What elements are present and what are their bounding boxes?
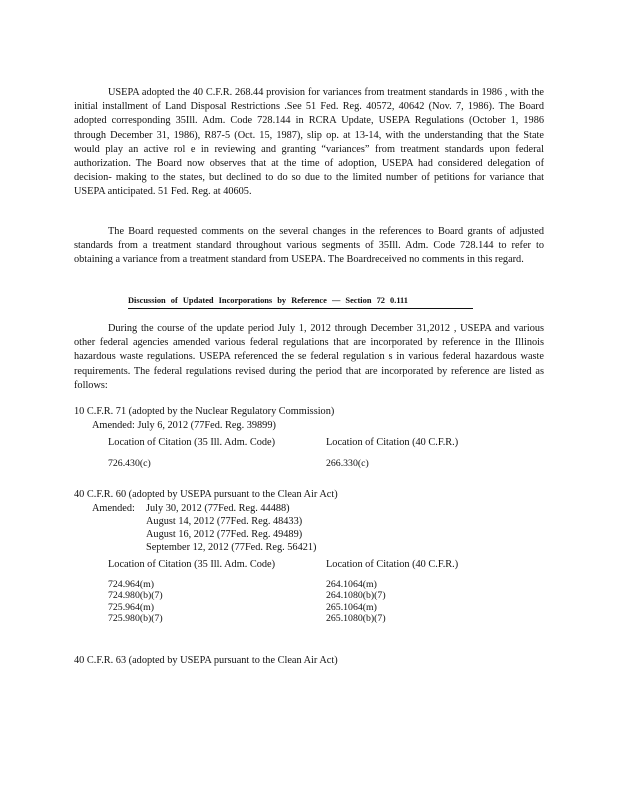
entry-10cfr71-right-header: Location of Citation (40 C.F.R.) — [326, 437, 459, 448]
entry-40cfr60-amendment: July 30, 2012 (77Fed. Reg. 44488) — [146, 503, 290, 514]
entry-40cfr63-title: 40 C.F.R. 63 (adopted by USEPA pursuant to the Clean Air Act) — [74, 655, 338, 666]
entry-10cfr71-title: 10 C.F.R. 71 (adopted by the Nuclear Regulatory Commission) — [74, 406, 335, 417]
paragraph-comments-request: The Board requested comments on the several changes in the references to Board grants of adjusted standards from a treatment standard throughout various segments of 35Ill. Adm. Code 728.144 to refer to obtaining a variance from a treatment standard from USEPA. The Boardreceived no comments in this regard. — [74, 226, 544, 266]
entry-10cfr71-amended: Amended: July 6, 2012 (77Fed. Reg. 39899) — [92, 420, 276, 431]
citation-item: 264.1064(m) — [326, 579, 377, 590]
entry-40cfr60-title: 40 C.F.R. 60 (adopted by USEPA pursuant to the Clean Air Act) — [74, 489, 338, 500]
entry-10cfr71-left-citations — [108, 458, 151, 469]
entry-40cfr60-amendment: August 16, 2012 (77Fed. Reg. 49489) — [146, 529, 303, 540]
entry-40cfr60-amendment: August 14, 2012 (77Fed. Reg. 48433) — [146, 516, 303, 527]
section-heading: Discussion of Updated Incorporations by Reference — Section 72 0.111 — [128, 295, 473, 309]
citation-item: 725.980(b)(7) — [108, 613, 163, 625]
entry-10cfr71-left-header: Location of Citation (35 Ill. Adm. Code) — [108, 437, 276, 448]
entry-10cfr71-right-citations — [326, 458, 369, 469]
entry-40cfr60-left-citations — [108, 579, 163, 625]
paragraph-variances-history: USEPA adopted the 40 C.F.R. 268.44 provision for variances from treatment standards in 1986 , with the initial installment of Land Disposal Restrictions .See 51 Fed. Reg. 40572, 40642 (Nov. 7, 1986). The Board adopted corresponding 35Ill. Adm. Code 728.144 in RCRA Update, USEPA Regulations (October 1, 1986 through December 31, 1986), R87-5 (Oct. 15, 1987), slip op. at 13-14, with the understanding that the State would play an active rol e in reviewing and granting “variances” from treatment standards upon federal authorization. The Board now observes that at the time of adoption, USEPA had considered delegation of decision- making to the states, but declined to do so due to the limited number of petitions for variance that USEPA anticipated. 51 Fed. Reg. at 40605. — [74, 87, 544, 198]
entry-40cfr60-left-header: Location of Citation (35 Ill. Adm. Code) — [108, 559, 276, 570]
citation-item: 265.1064(m) — [326, 601, 377, 613]
citation-item: 266.330(c) — [326, 458, 369, 469]
entry-40cfr60-amended-label: Amended: — [92, 503, 135, 514]
citation-item: 265.1080(b)(7) — [326, 613, 386, 625]
entry-40cfr60-amendment: September 12, 2012 (77Fed. Reg. 56421) — [146, 542, 317, 553]
entry-40cfr60-right-citations — [326, 579, 386, 625]
paragraph-update-period: During the course of the update period July 1, 2012 through December 31,2012 , USEPA and various other federal agencies amended various federal regulations that are incorporated by reference in the Illinois hazardous waste regulations. USEPA referenced the se federal regulation s in various federal hazardous waste requirements. The federal regulations revised during the period that are incorporated by reference are listed as follows: — [74, 323, 544, 391]
citation-item: 264.1080(b)(7) — [326, 590, 386, 602]
citation-item: 725.964(m) — [108, 601, 154, 613]
citation-item: 724.964(m) — [108, 579, 154, 590]
citation-item: 726.430(c) — [108, 458, 151, 469]
entry-40cfr60-right-header: Location of Citation (40 C.F.R.) — [326, 559, 459, 570]
citation-item: 724.980(b)(7) — [108, 590, 163, 602]
